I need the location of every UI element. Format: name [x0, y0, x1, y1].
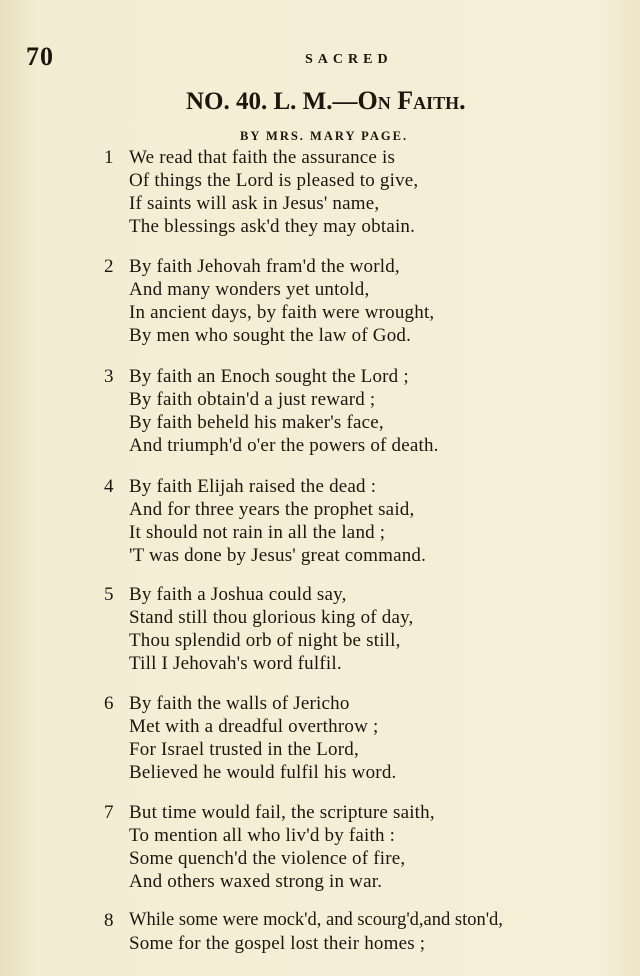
verse-line: It should not rain in all the land ; [129, 522, 386, 543]
verse-line: The blessings ask'd they may obtain. [129, 216, 416, 237]
verse-line: And for three years the prophet said, [129, 499, 415, 520]
verse-line: And triumph'd o'er the powers of death. [129, 435, 439, 456]
hymn-title-main: NO. 40. L. M.— [186, 88, 358, 115]
verse-line: To mention all who liv'd by faith : [129, 825, 396, 846]
stanza-number: 4 [104, 476, 114, 497]
hymn-author: BY MRS. MARY PAGE. [240, 129, 409, 143]
stanza-number: 5 [104, 584, 114, 605]
verse-line: By faith Jehovah fram'd the world, [129, 256, 400, 277]
verse-line: While some were mock'd, and scourg'd,and ston'd, [129, 910, 503, 930]
verse-line: By faith an Enoch sought the Lord ; [129, 366, 409, 387]
verse-line: Some quench'd the violence of fire, [129, 848, 406, 869]
verse-line: By men who sought the law of God. [129, 325, 412, 346]
stanza-number: 6 [104, 693, 114, 714]
verse-line: By faith beheld his maker's face, [129, 412, 384, 433]
stanza-number: 7 [104, 802, 114, 823]
verse-line: Of things the Lord is pleased to give, [129, 170, 419, 191]
hymn-title-subject: On Faith. [357, 86, 466, 115]
stanza-number: 1 [104, 147, 114, 168]
verse-line: Met with a dreadful overthrow ; [129, 716, 379, 737]
verse-line: But time would fail, the scripture saith, [129, 802, 435, 823]
verse-line: Till I Jehovah's word fulfil. [129, 653, 342, 674]
stanza-number: 3 [104, 366, 114, 387]
verse-line: Stand still thou glorious king of day, [129, 607, 414, 628]
running-head: SACRED [305, 52, 393, 67]
verse-line: In ancient days, by faith were wrought, [129, 302, 435, 323]
stanza-number: 8 [104, 910, 114, 931]
page-number: 70 [26, 42, 54, 71]
verse-line: Some for the gospel lost their homes ; [129, 933, 426, 954]
verse-line: Believed he would fulfil his word. [129, 762, 397, 783]
verse-line: And others waxed strong in war. [129, 871, 383, 892]
verse-line: By faith obtain'd a just reward ; [129, 389, 376, 410]
verse-line: By faith the walls of Jericho [129, 693, 350, 714]
verse-line: For Israel trusted in the Lord, [129, 739, 359, 760]
hymn-title [186, 86, 466, 116]
verse-line: By faith a Joshua could say, [129, 584, 347, 605]
verse-line: By faith Elijah raised the dead : [129, 476, 377, 497]
verse-line: 'T was done by Jesus' great command. [129, 545, 427, 566]
verse-line: Thou splendid orb of night be still, [129, 630, 401, 651]
stanza-number: 2 [104, 256, 114, 277]
verse-line: We read that faith the assurance is [129, 147, 396, 168]
verse-line: And many wonders yet untold, [129, 279, 370, 300]
verse-line: If saints will ask in Jesus' name, [129, 193, 380, 214]
